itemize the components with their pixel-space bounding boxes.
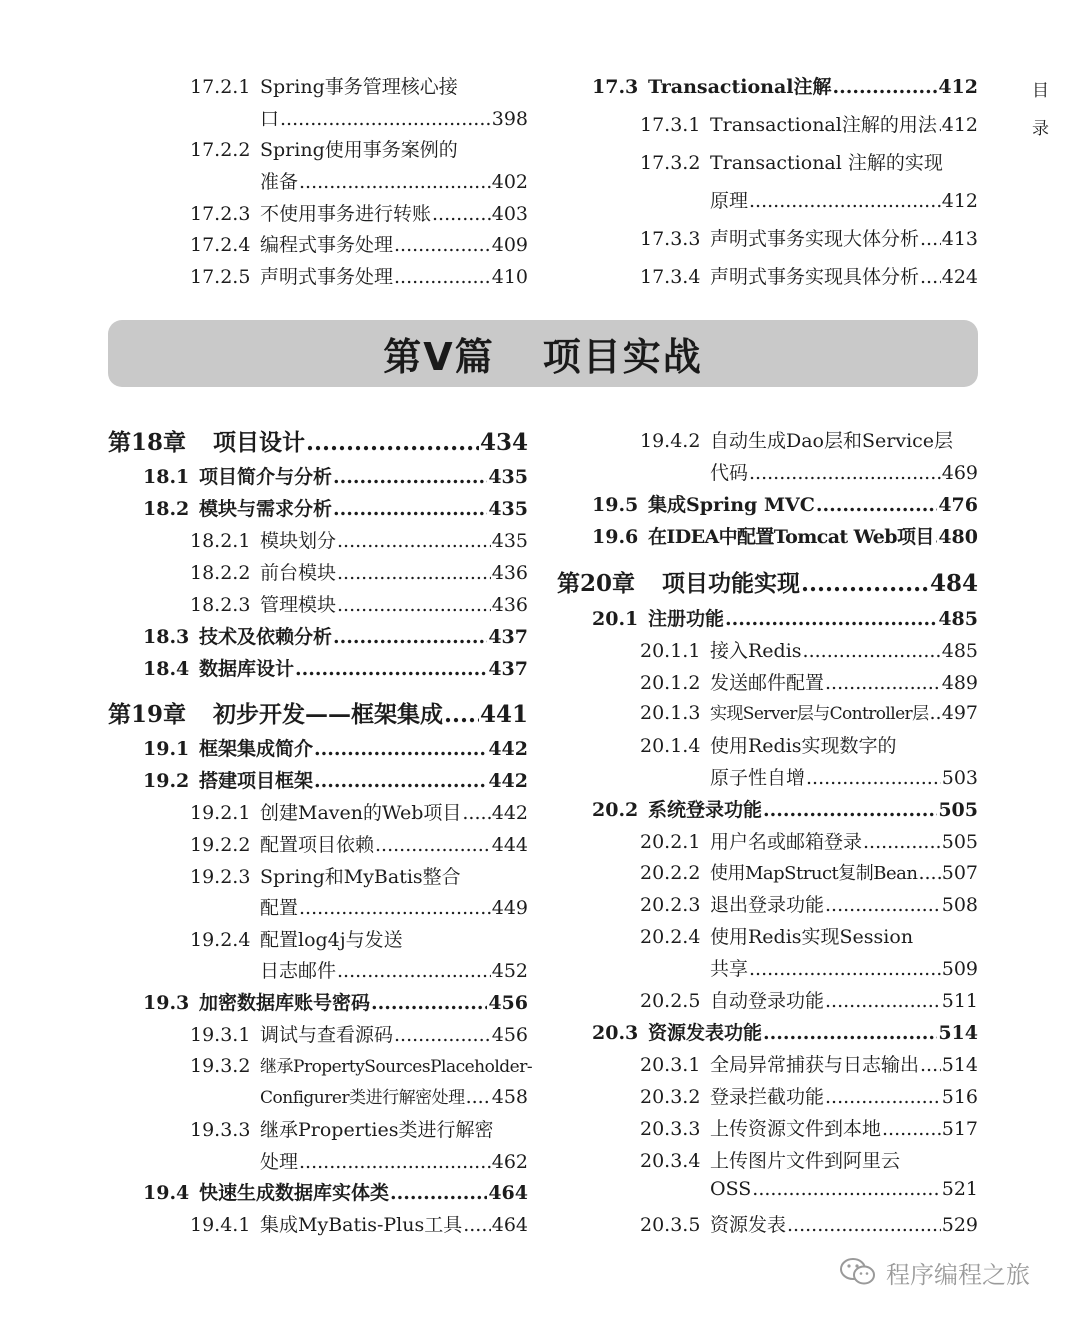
toc-page: 412: [938, 76, 978, 98]
toc-entry-20-3-2[interactable]: [640, 1082, 978, 1109]
toc-title: 继承Properties类进行解密: [260, 1119, 494, 1141]
toc-page: 403: [491, 203, 528, 225]
toc-entry-19-4-2-cont[interactable]: [710, 458, 978, 485]
toc-title: 声明式事务实现大体分析: [710, 228, 920, 250]
toc-page: 517: [941, 1118, 978, 1140]
toc-title: 数据库设计: [199, 658, 295, 680]
toc-title: 资源发表: [710, 1214, 787, 1236]
toc-entry-20-3-3[interactable]: [640, 1114, 978, 1141]
toc-entry-20-1-4[interactable]: [640, 731, 978, 758]
toc-number: 20.2: [592, 799, 639, 821]
toc-number: 19.4: [143, 1182, 190, 1204]
toc-page: 516: [941, 1086, 978, 1108]
toc-leader: [466, 1086, 491, 1108]
toc-number: 19.2.3: [190, 866, 251, 888]
toc-chapter-19[interactable]: [108, 696, 528, 728]
toc-entry-17-2-2[interactable]: [190, 135, 528, 162]
toc-title: 配置log4j与发送: [260, 929, 403, 951]
toc-page: 462: [491, 1151, 528, 1173]
toc-chapter-20[interactable]: [557, 565, 978, 597]
toc-title: Spring和MyBatis整合: [260, 866, 461, 888]
toc-page: 435: [491, 530, 528, 552]
toc-number: 18.1: [143, 466, 190, 488]
toc-entry-19-2-3-cont[interactable]: [260, 893, 528, 920]
toc-number: 18.2.1: [190, 530, 251, 552]
toc-entry-19-2-2[interactable]: [190, 830, 528, 857]
side-label-lu: 录: [1032, 119, 1049, 139]
toc-leader: [801, 570, 929, 597]
toc-title: 系统登录功能: [648, 799, 763, 821]
toc-page: 508: [941, 894, 978, 916]
toc-number: 18.2.3: [190, 594, 251, 616]
toc-leader: [929, 702, 940, 724]
toc-leader: [749, 462, 941, 484]
toc-page: 442: [491, 802, 528, 824]
toc-number: 20.2.1: [640, 831, 701, 853]
toc-entry-19-2-4-cont[interactable]: [260, 956, 528, 983]
toc-title: 口: [260, 108, 280, 130]
toc-number: 19.4.1: [190, 1214, 251, 1236]
toc-title: 集成MyBatis-Plus工具: [260, 1214, 463, 1236]
toc-number: 20.3.1: [640, 1054, 701, 1076]
toc-title: 在IDEA中配置Tomcat Web项目: [648, 526, 934, 548]
wechat-icon: [838, 1256, 878, 1288]
toc-number: 20.1.2: [640, 672, 701, 694]
toc-number: 17.3.4: [640, 266, 701, 288]
toc-leader: [390, 1182, 487, 1204]
part-label: 第Ⅴ篇: [383, 335, 495, 379]
toc-entry-20-1[interactable]: [592, 604, 978, 631]
toc-title: 代码: [710, 462, 749, 484]
part-title: [108, 320, 978, 387]
toc-entry-20-2-4[interactable]: [640, 922, 978, 949]
toc-entry-17-3-1[interactable]: [640, 110, 978, 137]
toc-leader: [803, 640, 941, 662]
toc-title: 日志邮件: [260, 960, 337, 982]
toc-number: 18.2.2: [190, 562, 251, 584]
toc-leader: [299, 171, 491, 193]
toc-page: 509: [941, 958, 978, 980]
toc-title: 项目功能实现: [662, 570, 800, 597]
toc-entry-20-3[interactable]: [592, 1018, 978, 1045]
toc-page: 437: [488, 658, 528, 680]
toc-leader: [463, 1214, 491, 1236]
toc-title: 原子性自增: [710, 767, 806, 789]
toc-title: 自动生成Dao层和Service层: [710, 430, 954, 452]
toc-title: Configurer类进行解密处理: [260, 1088, 465, 1108]
toc-entry-20-2-1[interactable]: [640, 827, 978, 854]
toc-entry-18-2-2[interactable]: [190, 558, 528, 585]
toc-number: 19.4.2: [640, 430, 701, 452]
toc-number: 20.3.4: [640, 1150, 701, 1172]
toc-number: 18.2: [143, 498, 190, 520]
toc-title: 登录拦截功能: [710, 1086, 825, 1108]
toc-leader: [394, 266, 491, 288]
toc-entry-20-2-4-cont[interactable]: [710, 954, 978, 981]
toc-title: 接入Redis: [710, 640, 802, 662]
toc-number: 20.2.2: [640, 862, 701, 884]
toc-number: 20.1.1: [640, 640, 701, 662]
toc-entry-19-5[interactable]: [592, 490, 978, 517]
toc-entry-20-2[interactable]: [592, 795, 978, 822]
toc-title: 自动登录功能: [710, 990, 825, 1012]
toc-leader: [825, 1086, 941, 1108]
toc-title: 实现Server层与Controller层: [710, 704, 929, 724]
toc-title: Spring事务管理核心接: [260, 76, 458, 98]
toc-page: 476: [938, 494, 978, 516]
toc-leader: [749, 190, 941, 212]
toc-number: 20.3.2: [640, 1086, 701, 1108]
toc-title: 资源发表功能: [648, 1022, 763, 1044]
toc-title: 模块划分: [260, 530, 337, 552]
toc-number: 20.1: [592, 608, 639, 630]
toc-number: 20.2.5: [640, 990, 701, 1012]
toc-number: 19.2.1: [190, 802, 251, 824]
toc-entry-17-3-3[interactable]: [640, 224, 978, 251]
toc-leader: [337, 594, 491, 616]
toc-number: 17.2.4: [190, 234, 251, 256]
toc-page: 409: [491, 234, 528, 256]
toc-title: 创建Maven的Web项目: [260, 802, 462, 824]
toc-page: 464: [491, 1214, 528, 1236]
toc-page: 436: [491, 594, 528, 616]
toc-leader: [882, 1118, 941, 1140]
toc-number: 19.3: [143, 992, 190, 1014]
toc-page: 507: [941, 862, 978, 884]
toc-entry-19-3-3[interactable]: [190, 1115, 528, 1142]
toc-entry-17-2-1[interactable]: [190, 72, 528, 99]
toc-leader: [394, 1024, 491, 1046]
toc-title: 初步开发——框架集成: [213, 701, 443, 728]
toc-number: 17.2.5: [190, 266, 251, 288]
toc-title: 配置项目依赖: [260, 834, 375, 856]
toc-page: 452: [491, 960, 528, 982]
toc-number: 20.3.3: [640, 1118, 701, 1140]
toc-entry-19-2-1[interactable]: [190, 798, 528, 825]
toc-entry-19-3[interactable]: [143, 988, 528, 1015]
toc-title: 上传图片文件到阿里云: [710, 1150, 901, 1172]
toc-entry-17-3[interactable]: [592, 72, 978, 99]
toc-entry-20-3-4-cont[interactable]: [710, 1178, 978, 1205]
watermark-text: 程序编程之旅: [886, 1260, 1030, 1289]
toc-page: 435: [488, 466, 528, 488]
toc-leader: [825, 672, 941, 694]
toc-page: 441: [479, 701, 528, 728]
toc-entry-20-3-4[interactable]: [640, 1146, 978, 1173]
toc-leader: [787, 1214, 941, 1236]
toc-entry-17-3-2-cont[interactable]: [710, 186, 978, 213]
toc-entry-19-4[interactable]: [143, 1178, 528, 1205]
toc-title: Spring使用事务案例的: [260, 139, 458, 161]
toc-entry-19-1[interactable]: [143, 734, 528, 761]
toc-leader: [863, 831, 941, 853]
toc-entry-19-2-3[interactable]: [190, 862, 528, 889]
toc-page: 412: [941, 114, 978, 136]
toc-page: 489: [941, 672, 978, 694]
toc-title: 前台模块: [260, 562, 337, 584]
toc-leader: [337, 960, 491, 982]
toc-title: 上传资源文件到本地: [710, 1118, 882, 1140]
toc-leader: [462, 802, 490, 824]
toc-leader: [314, 770, 487, 792]
toc-number: 19.1: [143, 738, 190, 760]
toc-entry-17-2-2-cont[interactable]: [260, 167, 528, 194]
toc-title: 准备: [260, 171, 299, 193]
toc-title: 项目设计: [213, 429, 305, 456]
toc-title: 管理模块: [260, 594, 337, 616]
toc-page: 398: [491, 108, 528, 130]
toc-leader: [333, 498, 487, 520]
toc-page: 412: [941, 190, 978, 212]
toc-title: 使用MapStruct复制Bean: [710, 863, 918, 884]
toc-page: 435: [488, 498, 528, 520]
toc-title: Transactional注解: [648, 76, 832, 98]
toc-title: 使用Redis实现数字的: [710, 735, 897, 757]
toc-entry-19-3-2[interactable]: [190, 1052, 533, 1079]
toc-title: 退出登录功能: [710, 894, 825, 916]
toc-number: 19.3.3: [190, 1119, 251, 1141]
toc-title: 共享: [710, 958, 749, 980]
toc-page: 458: [491, 1086, 528, 1108]
toc-leader: [816, 494, 937, 516]
toc-page: 456: [488, 992, 528, 1014]
toc-leader: [394, 234, 491, 256]
toc-title: 不使用事务进行转账: [260, 203, 432, 225]
side-label-mu: 目: [1032, 81, 1049, 101]
toc-page: 485: [938, 608, 978, 630]
toc-title: 集成Spring MVC: [648, 494, 815, 516]
toc-entry-18-1[interactable]: [143, 462, 528, 489]
toc-page: 469: [941, 462, 978, 484]
toc-entry-20-1-4-cont[interactable]: [710, 763, 978, 790]
toc-title: 加密数据库账号密码: [199, 992, 371, 1014]
toc-entry-19-3-1[interactable]: [190, 1020, 528, 1047]
toc-entry-18-2-3[interactable]: [190, 590, 528, 617]
toc-leader: [371, 992, 487, 1014]
toc-leader: [825, 990, 941, 1012]
toc-title: Transactional注解的用法: [710, 114, 937, 136]
toc-leader: [806, 767, 941, 789]
toc-leader: [337, 562, 491, 584]
toc-number: 17.3.2: [640, 152, 701, 174]
toc-leader: [920, 228, 941, 250]
toc-number: 17.3: [592, 76, 639, 98]
toc-number: 20.3.5: [640, 1214, 701, 1236]
toc-entry-17-2-5[interactable]: [190, 262, 528, 289]
toc-title: Transactional 注解的实现: [710, 152, 943, 174]
toc-title: 声明式事务实现具体分析: [710, 266, 920, 288]
toc-page: 402: [491, 171, 528, 193]
toc-entry-19-4-2[interactable]: [640, 426, 978, 453]
toc-leader: [333, 626, 487, 648]
toc-leader: [725, 608, 937, 630]
toc-page: 505: [941, 831, 978, 853]
toc-leader: [299, 1151, 491, 1173]
toc-title: 模块与需求分析: [199, 498, 333, 520]
toc-number: 18.3: [143, 626, 190, 648]
toc-number: 第18章: [108, 429, 187, 456]
toc-leader: [832, 76, 937, 98]
toc-leader: [825, 894, 941, 916]
toc-title: 用户名或邮箱登录: [710, 831, 863, 853]
toc-page: 413: [941, 228, 978, 250]
toc-entry-20-2-3[interactable]: [640, 890, 978, 917]
part-name: 项目实战: [542, 335, 703, 379]
toc-page: 444: [491, 834, 528, 856]
toc-title: 注册功能: [648, 608, 725, 630]
toc-entry-19-3-2-cont[interactable]: [260, 1083, 528, 1110]
toc-number: 19.2: [143, 770, 190, 792]
toc-title: 全局异常捕获与日志输出: [710, 1054, 920, 1076]
toc-leader: [295, 658, 487, 680]
toc-title: 编程式事务处理: [260, 234, 394, 256]
toc-page: 484: [929, 570, 978, 597]
toc-title: 原理: [710, 190, 749, 212]
toc-title: OSS: [710, 1178, 752, 1200]
toc-leader: [920, 1054, 941, 1076]
toc-leader: [333, 466, 487, 488]
toc-chapter-18[interactable]: [108, 424, 528, 456]
toc-title: 继承PropertySourcesPlaceholder-: [260, 1057, 533, 1077]
toc-leader: [299, 897, 491, 919]
toc-page: 437: [488, 626, 528, 648]
toc-leader: [375, 834, 491, 856]
toc-number: 18.4: [143, 658, 190, 680]
toc-title: 发送邮件配置: [710, 672, 825, 694]
toc-title: 使用Redis实现Session: [710, 926, 914, 948]
toc-entry-20-2-2[interactable]: [640, 859, 978, 886]
toc-page: 449: [491, 897, 528, 919]
toc-number: 17.3.1: [640, 114, 701, 136]
toc-leader: [938, 114, 941, 136]
toc-number: 20.2.4: [640, 926, 701, 948]
toc-entry-17-2-1-cont[interactable]: [260, 104, 528, 131]
toc-leader: [920, 266, 941, 288]
toc-page: 480: [938, 526, 978, 548]
toc-title: 项目简介与分析: [199, 466, 333, 488]
toc-leader: [306, 429, 479, 456]
toc-entry-17-2-3[interactable]: [190, 199, 528, 226]
toc-page: 464: [488, 1182, 528, 1204]
toc-title: 技术及依赖分析: [199, 626, 333, 648]
toc-leader: [749, 958, 941, 980]
toc-number: 第19章: [108, 701, 187, 728]
toc-number: 20.3: [592, 1022, 639, 1044]
toc-number: 19.3.1: [190, 1024, 251, 1046]
toc-number: 19.2.2: [190, 834, 251, 856]
toc-entry-20-2-5[interactable]: [640, 986, 978, 1013]
toc-leader: [280, 108, 491, 130]
toc-title: 框架集成简介: [199, 738, 314, 760]
toc-entry-17-3-2[interactable]: [640, 148, 978, 175]
toc-number: 17.2.1: [190, 76, 251, 98]
toc-page: 497: [941, 702, 978, 724]
toc-page: 511: [941, 990, 978, 1012]
toc-entry-17-2-4[interactable]: [190, 230, 528, 257]
toc-number: 19.3.2: [190, 1055, 251, 1077]
toc-number: 20.2.3: [640, 894, 701, 916]
toc-number: 17.3.3: [640, 228, 701, 250]
toc-title: 搭建项目框架: [199, 770, 314, 792]
toc-page: 485: [941, 640, 978, 662]
toc-leader: [444, 701, 479, 728]
toc-title: 配置: [260, 897, 299, 919]
toc-entry-20-3-1[interactable]: [640, 1050, 978, 1077]
toc-entry-18-2[interactable]: [143, 494, 528, 521]
toc-page: 529: [941, 1214, 978, 1236]
toc-leader: [918, 862, 940, 884]
toc-leader: [752, 1178, 940, 1200]
toc-entry-18-4[interactable]: [143, 654, 528, 681]
watermark: [838, 1255, 1030, 1289]
toc-entry-20-1-2[interactable]: [640, 668, 978, 695]
toc-entry-20-1-1[interactable]: [640, 636, 978, 663]
toc-entry-17-3-4[interactable]: [640, 262, 978, 289]
toc-leader: [935, 526, 938, 548]
toc-title: 声明式事务处理: [260, 266, 394, 288]
toc-leader: [763, 1022, 937, 1044]
toc-number: 20.1.3: [640, 702, 701, 724]
toc-title: 快速生成数据库实体类: [199, 1182, 390, 1204]
toc-entry-20-1-3[interactable]: [640, 699, 978, 726]
toc-leader: [314, 738, 487, 760]
toc-page: 442: [488, 770, 528, 792]
toc-number: 19.5: [592, 494, 639, 516]
toc-number: 19.6: [592, 526, 639, 548]
toc-page: 521: [941, 1178, 978, 1200]
toc-entry-18-2-1[interactable]: [190, 526, 528, 553]
toc-leader: [337, 530, 491, 552]
toc-leader: [763, 799, 937, 821]
toc-leader: [432, 203, 491, 225]
toc-entry-19-2[interactable]: [143, 766, 528, 793]
toc-entry-18-3[interactable]: [143, 622, 528, 649]
toc-page: 514: [941, 1054, 978, 1076]
toc-entry-20-3-5[interactable]: [640, 1210, 978, 1237]
toc-number: 17.2.2: [190, 139, 251, 161]
toc-page: 434: [479, 429, 528, 456]
toc-number: 19.2.4: [190, 929, 251, 951]
toc-page: 442: [488, 738, 528, 760]
toc-entry-19-4-1[interactable]: [190, 1210, 528, 1237]
toc-page: 514: [938, 1022, 978, 1044]
toc-title: 调试与查看源码: [260, 1024, 394, 1046]
toc-title: 处理: [260, 1151, 299, 1173]
toc-page: 503: [941, 767, 978, 789]
toc-number: 20.1.4: [640, 735, 701, 757]
toc-number: 第20章: [557, 570, 636, 597]
toc-page: 410: [491, 266, 528, 288]
toc-page: 424: [941, 266, 978, 288]
toc-page: 456: [491, 1024, 528, 1046]
toc-entry-19-2-4[interactable]: [190, 925, 528, 952]
toc-entry-19-3-3-cont[interactable]: [260, 1147, 528, 1174]
toc-entry-19-6[interactable]: [592, 522, 978, 549]
toc-page: 505: [938, 799, 978, 821]
toc-page: 436: [491, 562, 528, 584]
toc-number: 17.2.3: [190, 203, 251, 225]
